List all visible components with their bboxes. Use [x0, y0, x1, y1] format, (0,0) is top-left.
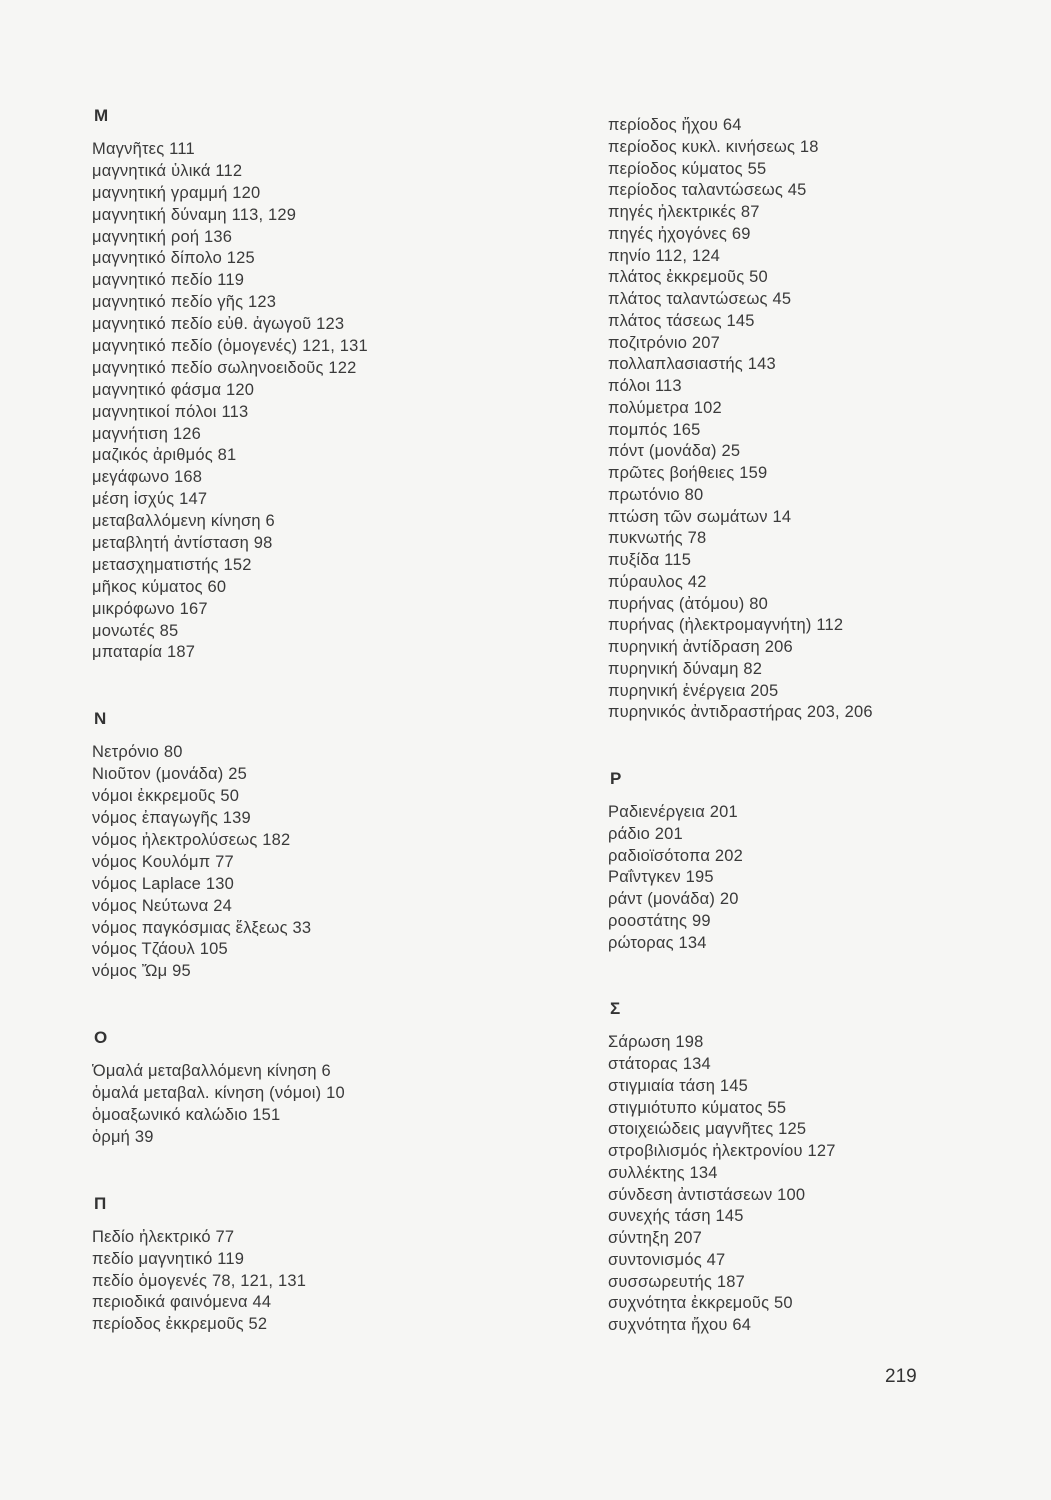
- index-entry: πυρηνική δύναμη 82: [608, 659, 763, 678]
- index-entry: Ραδιενέργεια 201: [608, 803, 738, 821]
- index-entry: σύνδεση ἀντιστάσεων 100: [608, 1185, 806, 1204]
- index-entry: μαγνητικό πεδίο γῆς 123: [92, 293, 277, 312]
- index-entry: νόμος παγκόσμιας ἕλξεως 33: [92, 918, 312, 937]
- index-entry: νόμος ἐπαγωγῆς 139: [92, 809, 251, 828]
- index-entry: νόμος ἠλεκτρολύσεως 182: [92, 830, 291, 849]
- section-letter: Π: [94, 1193, 107, 1213]
- index-section-m: [92, 105, 552, 664]
- section-letter: M: [94, 106, 109, 125]
- section-letter: O: [94, 1028, 108, 1048]
- index-entry: πυρήνας (ἠλεκτρομαγνήτη) 112: [608, 616, 844, 635]
- index-entry: μαγνητική δύναμη 113, 129: [92, 205, 297, 224]
- index-entry: συχνότητα ἐκκρεμοῦς 50: [608, 1294, 793, 1313]
- index-entry: νόμος Laplace 130: [92, 874, 234, 893]
- page-number: 219: [885, 1366, 917, 1387]
- index-entry: σύντηξη 207: [608, 1229, 703, 1247]
- index-entry: πυρηνική ἐνέργεια 205: [608, 681, 779, 700]
- index-entry: ροοστάτης 99: [608, 911, 711, 930]
- index-entry: νόμος Τζάουλ 105: [92, 940, 228, 959]
- entry-list: [608, 1032, 1028, 1337]
- index-column-left: [92, 105, 552, 1336]
- index-entry: στοιχειώδεις μαγνῆτες 125: [608, 1120, 807, 1139]
- index-entry: Σάρωση 198: [608, 1033, 704, 1052]
- index-entry: ρώτορας 134: [608, 933, 707, 952]
- index-entry: νόμος Ὤμ 95: [92, 962, 191, 981]
- index-entry: πεδίο ὁμογενές 78, 121, 131: [92, 1271, 307, 1290]
- index-entry: μαγνητική ροή 136: [92, 227, 233, 246]
- index-entry: μαγνητικό πεδίο (ὁμογενές) 121, 131: [92, 337, 368, 356]
- index-entry: ὁμοαξωνικό καλώδιο 151: [92, 1105, 281, 1124]
- index-entry: ὁμαλά μεταβαλ. κίνηση (νόμοι) 10: [92, 1084, 345, 1103]
- index-entry: στιγμιότυπο κύματος 55: [608, 1098, 787, 1117]
- section-letter: P: [610, 769, 622, 788]
- index-entry: νόμος Κουλόμπ 77: [92, 852, 234, 871]
- entry-list: [608, 802, 1028, 954]
- entry-list: [92, 1061, 552, 1149]
- index-entry: συλλέκτης 134: [608, 1163, 718, 1182]
- index-entry: στιγμιαία τάση 145: [608, 1076, 749, 1095]
- index-entry: Ραΐντγκεν 195: [608, 868, 714, 887]
- index-entry: συχνότητα ἤχου 64: [608, 1316, 752, 1334]
- index-entry: μπαταρία 187: [92, 643, 196, 662]
- index-section-o: [92, 1027, 552, 1149]
- index-entry: περιοδικά φαινόμενα 44: [92, 1293, 272, 1312]
- index-entry: πόλοι 113: [608, 377, 682, 395]
- index-entry: πύραυλος 42: [608, 572, 707, 591]
- entry-list: [92, 1227, 552, 1336]
- index-entry: μεταβαλλόμενη κίνηση 6: [92, 512, 275, 531]
- section-letter: N: [94, 709, 107, 729]
- index-entry: πεδίο μαγνητικό 119: [92, 1249, 245, 1268]
- index-entry: πλάτος τάσεως 145: [608, 311, 755, 330]
- entry-list: [608, 115, 1028, 724]
- index-entry: πυρηνική ἀντίδραση 206: [608, 638, 793, 656]
- index-entry: πηγές ἠλεκτρικές 87: [608, 203, 760, 221]
- index-entry: μεγάφωνο 168: [92, 468, 203, 487]
- index-entry: μεταβλητή ἀντίσταση 98: [92, 534, 273, 553]
- index-entry: πρῶτες βοήθειες 159: [608, 464, 768, 482]
- index-entry: πόντ (μονάδα) 25: [608, 442, 741, 461]
- index-entry: μαγνητικά ὑλικά 112: [92, 161, 243, 180]
- index-entry: μαγνητικό φάσμα 120: [92, 380, 255, 399]
- index-entry: πολλαπλασιαστής 143: [608, 355, 776, 374]
- index-entry: μικρόφωνο 167: [92, 599, 208, 618]
- index-entry: μῆκος κύματος 60: [92, 577, 227, 596]
- index-entry: πηνίο 112, 124: [608, 246, 721, 265]
- index-section-rho: [608, 768, 1028, 954]
- index-entry: πρωτόνιο 80: [608, 485, 704, 504]
- index-entry: πυρηνικός ἀντιδραστήρας 203, 206: [608, 703, 873, 722]
- index-entry: μετασχηματιστής 152: [92, 555, 252, 574]
- index-entry: Μαγνῆτες 111: [92, 140, 195, 158]
- entry-list: [92, 139, 552, 664]
- index-entry: μέση ἰσχύς 147: [92, 490, 208, 509]
- index-entry: πηγές ἠχογόνες 69: [608, 224, 751, 243]
- index-entry: πομπός 165: [608, 420, 701, 439]
- index-entry: Πεδίο ἠλεκτρικό 77: [92, 1227, 235, 1246]
- index-entry: μαγνητικό πεδίο σωληνοειδοῦς 122: [92, 358, 357, 377]
- index-section-sigma: [608, 998, 1028, 1337]
- index-entry: στάτορας 134: [608, 1055, 711, 1073]
- index-entry: στροβιλισμός ἠλεκτρονίου 127: [608, 1142, 836, 1160]
- index-entry: μονωτές 85: [92, 621, 179, 640]
- index-entry: πλάτος ἐκκρεμοῦς 50: [608, 268, 768, 287]
- index-entry: μαγνητικό πεδίο 119: [92, 271, 245, 290]
- index-section-n: [92, 708, 552, 983]
- index-entry: μαγνητική γραμμή 120: [92, 183, 261, 202]
- section-letter: Σ: [610, 999, 621, 1019]
- index-entry: συνεχής τάση 145: [608, 1207, 744, 1226]
- index-column-right: [608, 105, 1028, 1337]
- index-entry: περίοδος κύματος 55: [608, 159, 767, 178]
- index-entry: πυξίδα 115: [608, 551, 692, 569]
- index-entry: μαγνήτιση 126: [92, 424, 201, 443]
- index-section-pi: [92, 1193, 552, 1336]
- index-entry: μαγνητικό δίπολο 125: [92, 249, 255, 268]
- index-entry: ράντ (μονάδα) 20: [608, 890, 739, 908]
- index-section-pi-continued: [608, 115, 1028, 724]
- index-entry: συντονισμός 47: [608, 1250, 726, 1269]
- index-entry: πτώση τῶν σωμάτων 14: [608, 507, 792, 526]
- index-entry: πυρήνας (ἀτόμου) 80: [608, 594, 768, 613]
- index-entry: συσσωρευτής 187: [608, 1272, 745, 1291]
- index-entry: μαγνητικοί πόλοι 113: [92, 402, 249, 421]
- index-entry: ραδιοϊσότοπα 202: [608, 846, 743, 865]
- index-entry: περίοδος κυκλ. κινήσεως 18: [608, 137, 819, 156]
- index-entry: ὁρμή 39: [92, 1127, 154, 1146]
- index-entry: Ὁμαλά μεταβαλλόμενη κίνηση 6: [92, 1062, 331, 1081]
- index-entry: περίοδος ἤχου 64: [608, 116, 742, 134]
- index-entry: περίοδος ταλαντώσεως 45: [608, 181, 807, 200]
- index-entry: ποζιτρόνιο 207: [608, 333, 721, 352]
- index-entry: νόμοι ἐκκρεμοῦς 50: [92, 787, 240, 806]
- index-entry: Νιοῦτον (μονάδα) 25: [92, 765, 247, 784]
- index-entry: Νετρόνιο 80: [92, 743, 183, 762]
- index-entry: μαζικός ἀριθμός 81: [92, 446, 237, 465]
- index-entry: περίοδος ἐκκρεμοῦς 52: [92, 1315, 268, 1334]
- index-entry: πλάτος ταλαντώσεως 45: [608, 290, 792, 308]
- index-entry: πολύμετρα 102: [608, 398, 722, 417]
- index-entry: ράδιο 201: [608, 824, 683, 843]
- index-entry: νόμος Νεύτωνα 24: [92, 896, 233, 915]
- index-entry: πυκνωτής 78: [608, 529, 707, 548]
- index-entry: μαγνητικό πεδίο εὐθ. ἀγωγοῦ 123: [92, 315, 345, 334]
- entry-list: [92, 742, 552, 983]
